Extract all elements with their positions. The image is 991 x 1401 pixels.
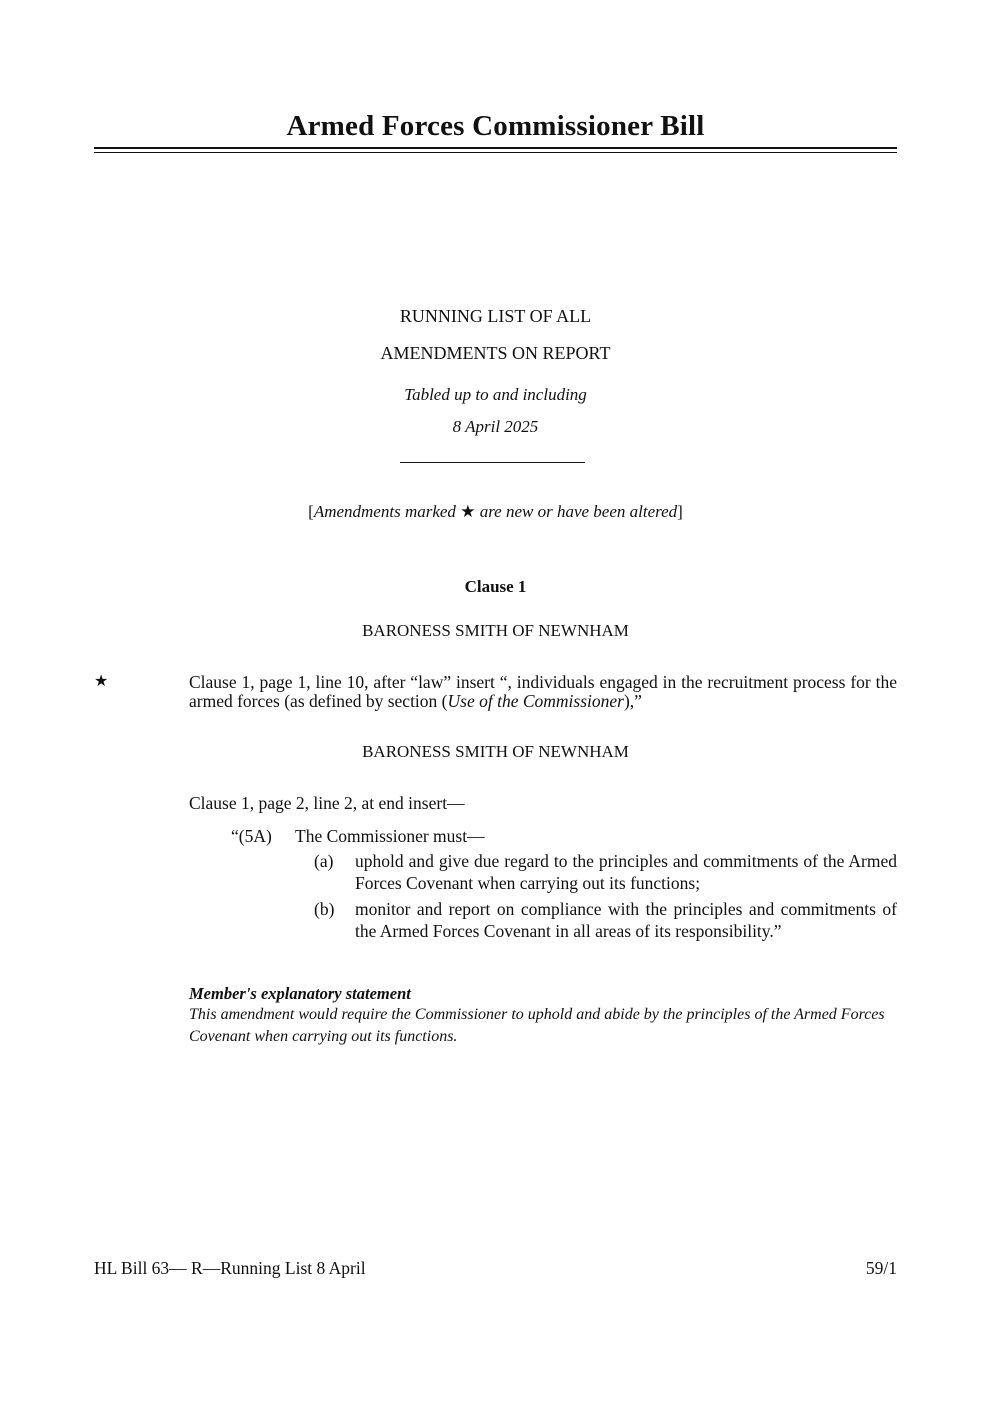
note-close-bracket: ] [677, 502, 683, 521]
amendment-2-insert-label: “(5A) [231, 826, 272, 846]
explanatory-statement-text: This amendment would require the Commissioner to uphold and abide by the principles of the Armed Forces Covenant when carrying out its functions. [189, 1006, 885, 1045]
title-rule-thin [94, 152, 897, 153]
explanatory-statement-heading: Member's explanatory statement [189, 984, 411, 1003]
amendment-1-member: BARONESS SMITH OF NEWNHAM [362, 621, 629, 640]
bill-title: Armed Forces Commissioner Bill [286, 110, 705, 142]
title-rule-thick [94, 147, 897, 149]
amendment-1-star-icon: ★ [94, 673, 109, 690]
amendments-marked-note [94, 501, 897, 523]
footer-page-number: 59/1 [865, 1258, 897, 1278]
amendment-2-insert-lead: The Commissioner must— [295, 826, 485, 846]
clause-heading: Clause 1 [464, 577, 527, 596]
amendment-2-para-a-text: uphold and give due regard to the principles and commitments of the Armed Forces Covenant when carrying out its functions; [355, 851, 897, 893]
amendment-1-text [189, 673, 897, 711]
tabled-line2: 8 April 2025 [452, 417, 539, 436]
amendment-2-para-b-text: monitor and report on compliance with the principles and commitments of the Armed Forces Covenant in all areas of its responsibility.” [355, 899, 897, 941]
list-heading-line2: AMENDMENTS ON REPORT [380, 343, 611, 363]
list-heading-line1: RUNNING LIST OF ALL [399, 306, 592, 326]
amendment-2-instruction: Clause 1, page 2, line 2, at end insert— [189, 793, 465, 813]
amendment-1-text-part2: ),” [623, 691, 642, 711]
heading-separator-rule [400, 462, 585, 463]
tabled-line1: Tabled up to and including [404, 385, 587, 404]
footer-bill-reference: HL Bill 63— R—Running List 8 April [94, 1258, 366, 1278]
note-text-after: are new or have been altered [475, 502, 678, 521]
star-icon: ★ [460, 502, 476, 521]
amendment-1-text-italic: Use of the Commissioner [447, 691, 624, 711]
amendment-2-para-b-label: (b) [314, 899, 335, 919]
note-open-bracket: [ [308, 502, 314, 521]
amendment-2-member: BARONESS SMITH OF NEWNHAM [362, 742, 629, 761]
amendment-2-para-a-label: (a) [314, 851, 334, 871]
note-text-before: Amendments marked [313, 502, 461, 521]
amendment-1-text-part1: Clause 1, page 1, line 10, after “law” insert “, individuals engaged in the recruitment process for the armed forces (as defined by section ( [189, 672, 897, 711]
